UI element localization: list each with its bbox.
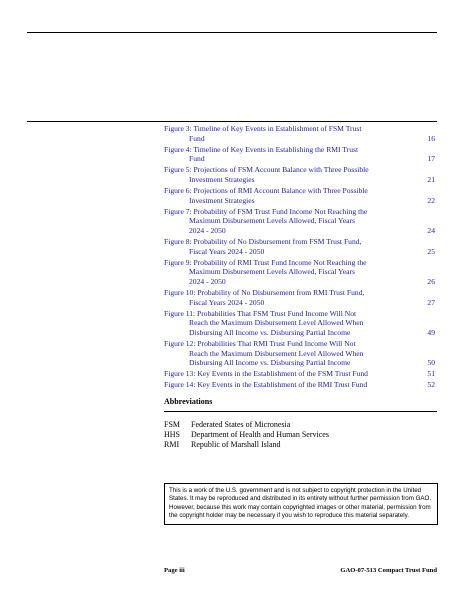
abbreviation-key: RMI xyxy=(164,440,180,449)
figure-title-line: Fund xyxy=(189,154,205,164)
figure-title[interactable] xyxy=(164,237,404,256)
figure-title-line: Figure 3: Timeline of Key Events in Establishment of FSM Trust xyxy=(164,124,362,133)
figure-page-number[interactable]: 22 xyxy=(427,195,435,205)
figure-title[interactable] xyxy=(164,369,404,379)
figure-page-number[interactable]: 25 xyxy=(427,246,435,256)
figure-list-item[interactable] xyxy=(164,288,437,307)
figure-title-line: Figure 11: Probabilities That FSM Trust Fund Income Will Not xyxy=(164,308,357,318)
abbreviation-row xyxy=(164,440,437,450)
figure-list-item[interactable] xyxy=(164,237,437,256)
figure-list-item[interactable] xyxy=(164,380,437,390)
figure-title-line: Figure 9: Probability of RMI Trust Fund Income Not Reaching the xyxy=(164,257,367,267)
figure-list-item[interactable] xyxy=(164,145,437,164)
figure-title-line: Figure 10: Probability of No Disbursement from RMI Trust Fund, xyxy=(164,288,365,297)
figure-title-line: Investment Strategies xyxy=(189,174,255,184)
figure-page-number[interactable]: 52 xyxy=(427,380,435,390)
figure-title-line: 2024 - 2050 xyxy=(189,276,226,286)
figure-page-number[interactable]: 21 xyxy=(427,174,435,184)
figure-title[interactable] xyxy=(164,124,404,143)
report-number: GAO-07-513 Compact Trust Fund xyxy=(340,567,437,574)
figure-title[interactable] xyxy=(164,309,404,338)
figure-title-line: Figure 8: Probability of No Disbursement from FSM Trust Fund, xyxy=(164,237,362,247)
page-number: Page iii xyxy=(164,567,185,574)
figure-list-item[interactable] xyxy=(164,165,437,184)
figure-page-number[interactable]: 24 xyxy=(427,225,435,235)
figure-title[interactable] xyxy=(164,186,404,205)
figure-title-line: Figure 7: Probability of FSM Trust Fund Income Not Reaching the xyxy=(164,206,368,216)
figure-title-line: Disbursing All Income vs. Disbursing Partial Income xyxy=(189,327,351,337)
figure-title[interactable] xyxy=(164,207,404,236)
abbreviations-heading: Abbreviations xyxy=(164,397,437,412)
figure-title-line: Reach the Maximum Disbursement Level Allowed When xyxy=(189,348,364,358)
abbreviation-row xyxy=(164,420,437,430)
figure-list-item[interactable] xyxy=(164,339,437,368)
figure-list-item[interactable] xyxy=(164,258,437,287)
figure-title-line: Fiscal Years 2024 - 2050 xyxy=(189,246,265,256)
figure-title-line: Maximum Disbursement Levels Allowed, Fiscal Years xyxy=(189,216,355,226)
figure-title[interactable] xyxy=(164,145,404,164)
figure-title-line: Disbursing All Income vs. Disbursing Partial Income xyxy=(189,358,351,368)
figure-title[interactable] xyxy=(164,339,404,368)
abbreviation-value: Republic of Marshall Island xyxy=(191,440,281,449)
figure-page-number[interactable]: 49 xyxy=(427,327,435,337)
figure-list-item[interactable] xyxy=(164,207,437,236)
figure-title-line: 2024 - 2050 xyxy=(189,225,226,235)
figure-title-line: Figure 14: Key Events in the Establishment of the RMI Trust Fund xyxy=(164,380,368,390)
abbreviation-row xyxy=(164,430,437,440)
figure-page-number[interactable]: 51 xyxy=(427,369,435,379)
figure-title[interactable] xyxy=(164,258,404,287)
figure-list-item[interactable] xyxy=(164,369,437,379)
figure-title-line: Maximum Disbursement Levels Allowed, Fiscal Years xyxy=(189,267,355,277)
figure-list-item[interactable] xyxy=(164,124,437,143)
figure-title-line: Fiscal Years 2024 - 2050 xyxy=(189,297,265,307)
figure-page-number[interactable]: 16 xyxy=(427,133,435,143)
figure-title-line: Figure 4: Timeline of Key Events in Establishing the RMI Trust xyxy=(164,144,359,154)
figure-title-line: Fund xyxy=(189,133,205,143)
abbreviation-value: Federated States of Micronesia xyxy=(191,420,291,429)
figure-list xyxy=(164,124,437,391)
figure-page-number[interactable]: 50 xyxy=(427,358,435,368)
figure-title-line: Figure 13: Key Events in the Establishment of the FSM Trust Fund xyxy=(164,369,368,379)
figure-title[interactable] xyxy=(164,165,404,184)
figure-title-line: Figure 5: Projections of FSM Account Balance with Three Possible xyxy=(164,165,369,175)
figure-page-number[interactable]: 27 xyxy=(427,297,435,307)
figure-list-item[interactable] xyxy=(164,309,437,338)
figure-title[interactable] xyxy=(164,288,404,307)
abbreviation-key: FSM xyxy=(164,420,181,429)
figure-page-number[interactable]: 26 xyxy=(427,276,435,286)
figure-title-line: Reach the Maximum Disbursement Level Allowed When xyxy=(189,318,364,328)
copyright-notice: This is a work of the U.S. government and is not subject to copyright protection in the United States. It may be reproduced and distributed in its entirety without further permission from GAO. However, because this work may contain copyrighted images or other material, permission from the copyright holder may be necessary if you wish to reproduce this material separately. xyxy=(164,483,438,525)
section-rule xyxy=(27,121,437,122)
figure-title-line: Investment Strategies xyxy=(189,195,255,205)
abbreviation-value: Department of Health and Human Services xyxy=(191,430,329,439)
figure-title-line: Figure 12: Probabilities That RMI Trust Fund Income Will Not xyxy=(164,338,356,348)
top-rule xyxy=(27,32,437,33)
figure-page-number[interactable]: 17 xyxy=(427,154,435,164)
abbreviation-key: HHS xyxy=(164,430,181,439)
abbreviations-list xyxy=(164,420,437,450)
figure-list-item[interactable] xyxy=(164,186,437,205)
figure-title-line: Figure 6: Projections of RMI Account Balance with Three Possible xyxy=(164,186,368,196)
figure-title[interactable] xyxy=(164,380,404,390)
